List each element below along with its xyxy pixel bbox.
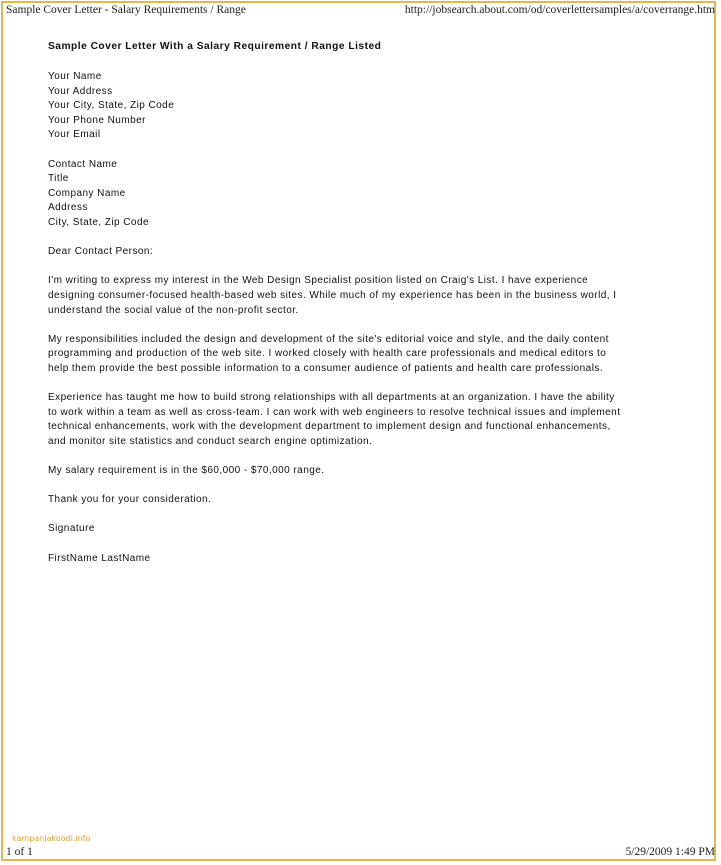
paragraph-line: technical enhancements, work with the development department to implement design and functional enhancements, [48, 421, 611, 433]
sender-email: Your Email [48, 129, 101, 141]
sender-name: Your Name [48, 71, 102, 82]
paragraph-line: I'm writing to express my interest in the Web Design Specialist position listed on Craig's List. I have experience [48, 275, 589, 287]
paragraph-line: to work within a team as well as cross-team. I can work with web engineers to resolve technical issues and implement [48, 406, 621, 418]
signature-text: Signature [48, 523, 95, 535]
print-header-title: Sample Cover Letter - Salary Requirements / Range [6, 4, 246, 16]
print-header [6, 4, 715, 20]
paragraph-line: designing consumer-focused health-based web sites. While much of my experience has been in the business world, I [48, 289, 617, 301]
salutation-text: Dear Contact Person: [48, 246, 154, 258]
recipient-company: Company Name [48, 187, 126, 199]
name-block [48, 552, 668, 567]
paragraph-line: help them provide the best possible information to a consumer audience of patients and health care professionals. [48, 362, 604, 374]
signature-block [48, 522, 668, 537]
watermark: kampanjakoodi.info [12, 834, 91, 843]
cover-letter [48, 40, 668, 581]
paragraph-salary [48, 464, 668, 479]
signer-name: FirstName LastName [48, 552, 151, 564]
paragraph-interest [48, 274, 668, 318]
paragraph-line: programming and production of the web site. I worked closely with health care professionals and medical editors to [48, 348, 607, 360]
recipient-address: Address [48, 202, 88, 214]
paragraph-line: My responsibilities included the design and development of the site's editorial voice and style, and the daily content [48, 333, 609, 345]
print-footer [6, 846, 715, 860]
paragraph-line: and monitor site statistics and conduct search engine optimization. [48, 435, 373, 447]
closing-thanks: Thank you for your consideration. [48, 494, 212, 506]
paragraph-line: understand the social value of the non-profit sector. [48, 304, 299, 316]
sender-phone: Your Phone Number [48, 114, 146, 126]
salutation [48, 245, 668, 260]
recipient-city-state-zip: City, State, Zip Code [48, 216, 149, 228]
recipient-title: Title [48, 173, 69, 185]
paragraph-line: Experience has taught me how to build strong relationships with all departments at an organization. I have the ability [48, 392, 615, 404]
sender-address-block [48, 70, 668, 143]
print-timestamp: 5/29/2009 1:49 PM [625, 846, 715, 858]
page-count: 1 of 1 [6, 846, 33, 858]
salary-requirement: My salary requirement is in the $60,000 - $70,000 range. [48, 465, 325, 477]
paragraph-responsibilities [48, 333, 668, 377]
paragraph-thanks [48, 493, 668, 508]
recipient-address-block [48, 158, 668, 231]
recipient-contact-name: Contact Name [48, 158, 118, 170]
sender-city-state-zip: Your City, State, Zip Code [48, 100, 175, 112]
paragraph-experience [48, 391, 668, 449]
print-header-url[interactable]: http://jobsearch.about.com/od/coverlettersamples/a/coverrange.htm [404, 4, 715, 16]
sender-address: Your Address [48, 85, 113, 97]
letter-heading: Sample Cover Letter With a Salary Requirement / Range Listed [48, 41, 382, 52]
